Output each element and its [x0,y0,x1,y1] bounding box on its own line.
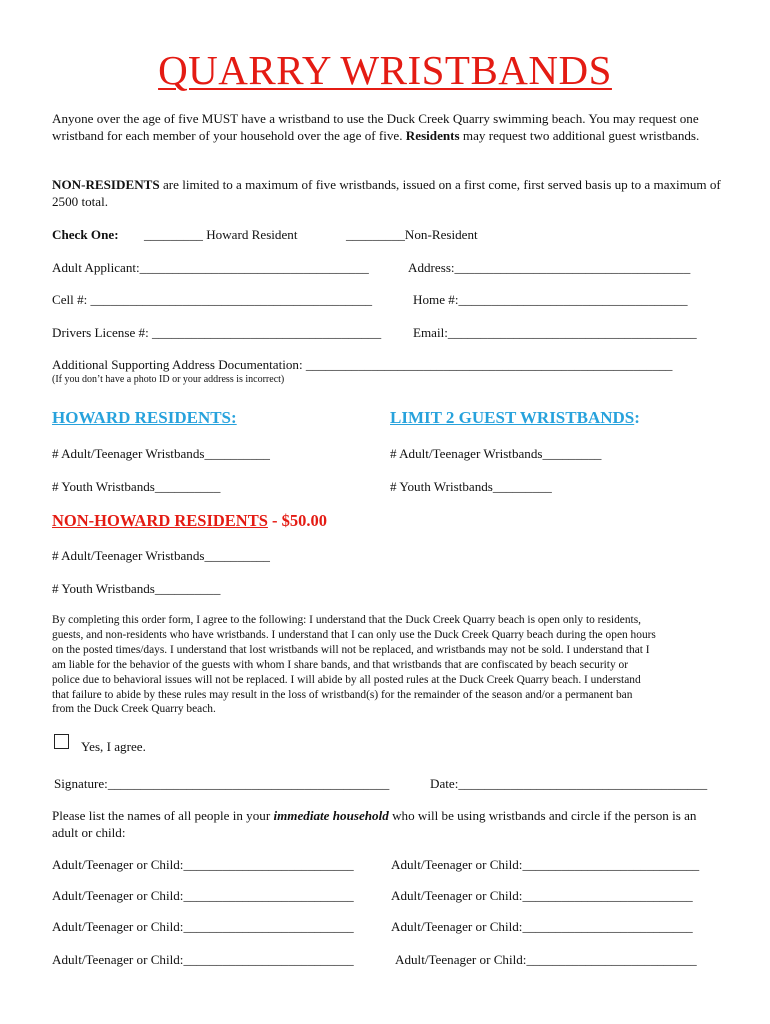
agreement-line: police due to behavioral issues will not be replaced. I will abide by all posted rules at the Duck Creek Quarry beach. I understand [52,673,641,686]
howard-resident-option[interactable]: _________ Howard Resident [144,227,298,242]
household-member-field[interactable]: Adult/Teenager or Child:__________________________ [395,952,697,967]
agreement-line: from the Duck Creek Quarry beach. [52,703,216,716]
nonresidents-bold: NON-RESIDENTS [52,177,160,192]
non-howard-heading [52,511,327,531]
agreement-paragraph [52,613,720,717]
intro-text: Anyone over the age of five MUST have a wristband to use the Duck Creek Quarry swimming beach. You may request one wristband for each member of your household over the age of five. [52,111,699,143]
howard-adult-wristbands-field[interactable]: # Adult/Teenager Wristbands__________ [52,446,270,461]
agreement-line: By completing this order form, I agree to the following: I understand that the Duck Creek Quarry beach is open only to residents, [52,614,641,626]
agree-label: Yes, I agree. [81,739,146,754]
household-member-field[interactable]: Adult/Teenager or Child:__________________________ [391,919,693,934]
residents-bold: Residents [405,127,460,143]
household-member-field[interactable]: Adult/Teenager or Child:__________________________ [52,919,354,934]
household-member-field[interactable]: Adult/Teenager or Child:__________________________ [52,857,354,872]
intro-paragraph [52,111,722,144]
guest-wristbands-heading [390,408,640,428]
guest-youth-wristbands-field[interactable]: # Youth Wristbands_________ [390,479,552,494]
agreement-line: am liable for the behavior of the guests with whom I share bands, and that wristbands that are confiscated by beach security or [52,658,628,671]
page-title: QUARRY WRISTBANDS [158,47,612,93]
date-field[interactable]: Date:______________________________________ [430,776,708,791]
agreement-line: that failure to abide by these rules may result in the loss of wristband(s) for the remainder of the season and/or a permanent ban [52,688,633,701]
non-howard-youth-wristbands-field[interactable]: # Youth Wristbands__________ [52,581,221,596]
address-field[interactable]: Address:____________________________________ [408,260,691,275]
howard-residents-heading: HOWARD RESIDENTS: [52,408,237,427]
intro-text-2: may request two additional guest wristbands. [462,127,700,143]
household-member-field[interactable]: Adult/Teenager or Child:___________________________ [391,857,700,872]
guest-heading-colon: : [634,408,640,427]
household-emphasis: immediate household [273,808,389,823]
non-resident-option[interactable]: _________Non-Resident [346,227,478,242]
additional-documentation-field[interactable]: Additional Supporting Address Documentation: ________________________________________________________ [52,357,673,372]
household-instructions [52,808,720,841]
email-field[interactable]: Email:______________________________________ [413,325,697,340]
signature-field[interactable]: Signature:___________________________________________ [54,776,390,791]
additional-documentation-note: (If you don’t have a photo ID or your address is incorrect) [52,374,285,385]
adult-applicant-field[interactable]: Adult Applicant:___________________________________ [52,260,369,275]
drivers-license-field[interactable]: Drivers License #: ___________________________________ [52,325,382,340]
household-member-field[interactable]: Adult/Teenager or Child:__________________________ [391,888,693,903]
guest-heading-text: LIMIT 2 GUEST WRISTBANDS [390,408,635,427]
home-phone-field[interactable]: Home #:___________________________________ [413,292,688,307]
household-text-2: who will be using wristbands and circle if the person is an adult or child: [52,808,697,840]
agree-checkbox[interactable] [54,734,69,749]
household-member-field[interactable]: Adult/Teenager or Child:__________________________ [52,888,354,903]
non-howard-price: - $50.00 [267,511,328,530]
non-howard-adult-wristbands-field[interactable]: # Adult/Teenager Wristbands__________ [52,548,270,563]
nonresidents-paragraph [52,177,722,210]
cell-field[interactable]: Cell #: ___________________________________________ [52,292,373,307]
howard-youth-wristbands-field[interactable]: # Youth Wristbands__________ [52,479,221,494]
household-text: Please list the names of all people in your [52,808,271,823]
non-howard-heading-text: NON-HOWARD RESIDENTS [52,511,268,530]
household-member-field[interactable]: Adult/Teenager or Child:__________________________ [52,952,354,967]
guest-adult-wristbands-field[interactable]: # Adult/Teenager Wristbands_________ [390,446,602,461]
nonresidents-text: are limited to a maximum of five wristbands, issued on a first come, first served basis up to a maximum of 2500 total. [52,177,721,209]
agreement-line: on the posted times/days. I understand that lost wristbands will not be replaced, and wristbands may not be sold. I understand that I [52,643,650,656]
check-one-label: Check One: [52,227,119,242]
agreement-line: guests, and non-residents who have wristbands. I understand that I can only use the Duck Creek Quarry beach during the open hours [52,628,656,641]
